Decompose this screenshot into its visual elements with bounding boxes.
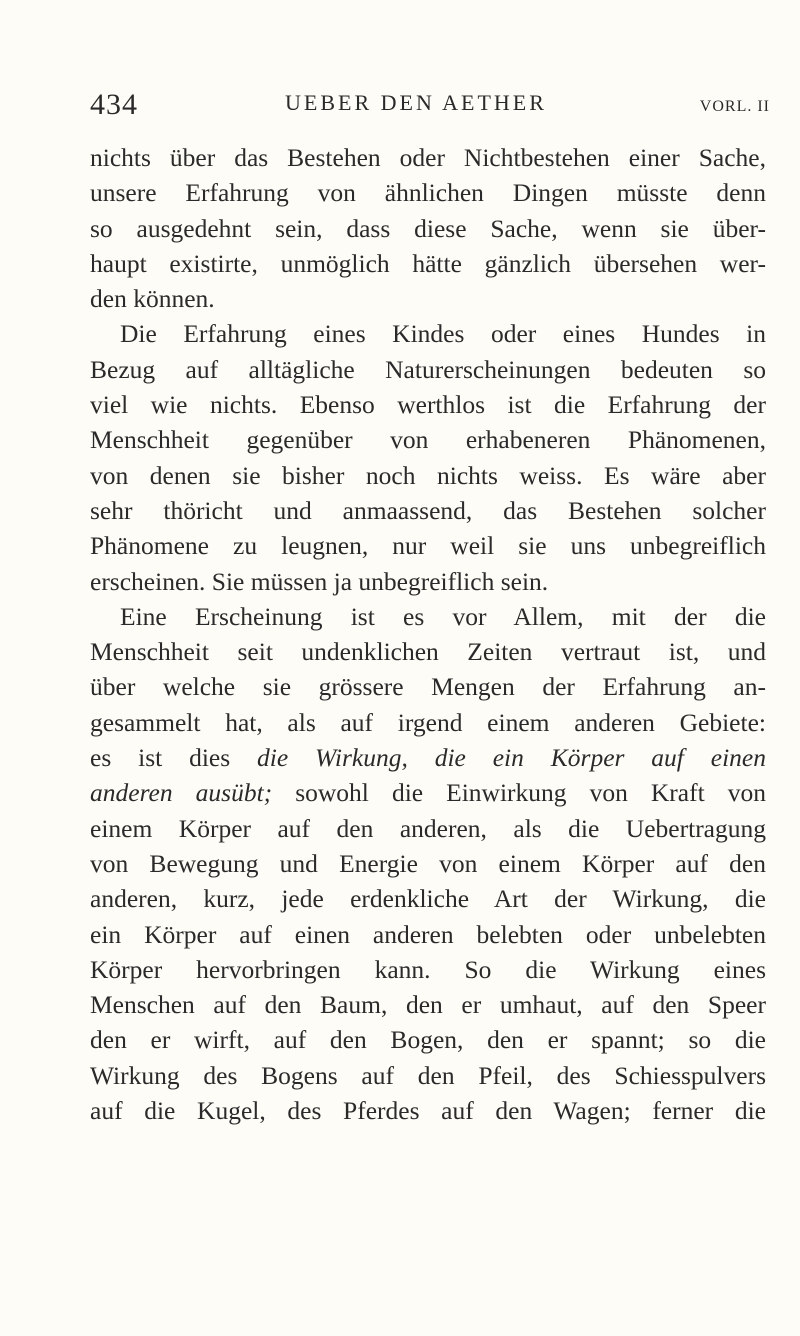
- text-line: Menschheit gegenüber von erhabeneren Phänomenen,: [90, 425, 766, 455]
- text-line: nichts über das Bestehen oder Nichtbestehen einer Sache,: [90, 143, 766, 172]
- text-line: von denen sie bisher noch nichts weiss. Es wäre aber: [90, 460, 766, 490]
- section-label: VORL. II: [699, 98, 770, 115]
- page-header: [90, 88, 770, 132]
- text-line: gesammelt hat, als auf irgend einem anderen Gebiete:: [90, 707, 766, 737]
- page-number: 434: [90, 88, 138, 121]
- text-line: [90, 740, 766, 775]
- text-line: sehr thöricht und anmaassend, das Bestehen solcher: [90, 495, 766, 525]
- running-title: UEBER DEN AETHER: [285, 90, 547, 115]
- text-line: Menschen auf den Baum, den er umhaut, auf den Speer: [90, 990, 766, 1020]
- text-line: [90, 775, 766, 810]
- italic-phrase: die Wirkung, die ein Körper auf einen: [257, 743, 766, 773]
- body-text: [90, 140, 766, 1128]
- paragraph-start: Die Erfahrung eines Kindes oder eines Hundes in: [120, 319, 766, 349]
- text-line: Wirkung des Bogens auf den Pfeil, des Schiesspulvers: [90, 1060, 766, 1090]
- text-line: auf die Kugel, des Pferdes auf den Wagen; ferner die: [90, 1096, 766, 1126]
- text-line: Körper hervorbringen kann. So die Wirkung eines: [90, 954, 766, 984]
- text-line: Bezug auf alltägliche Naturerscheinungen bedeuten so: [90, 354, 766, 384]
- text-line: den können.: [90, 284, 215, 314]
- text-line-plain: es ist dies: [90, 743, 258, 773]
- paragraph-start: Eine Erscheinung ist es vor Allem, mit der die: [120, 601, 766, 631]
- text-line: anderen, kurz, jede erdenkliche Art der Wirkung, die: [90, 884, 766, 914]
- text-line-plain: sowohl die Einwirkung von Kraft von: [272, 778, 766, 808]
- text-line: Menschheit seit undenklichen Zeiten vertraut ist, und: [90, 637, 766, 667]
- text-line: so ausgedehnt sein, dass diese Sache, wenn sie über-: [90, 213, 766, 243]
- text-line: viel wie nichts. Ebenso werthlos ist die Erfahrung der: [90, 390, 766, 420]
- text-line: ein Körper auf einen anderen belebten oder unbelebten: [90, 919, 766, 949]
- italic-phrase: anderen ausübt;: [90, 778, 273, 808]
- text-line: den er wirft, auf den Bogen, den er spannt; so die: [90, 1025, 766, 1055]
- text-line: von Bewegung und Energie von einem Körper auf den: [90, 848, 766, 878]
- text-line: Phänomene zu leugnen, nur weil sie uns unbegreiflich: [90, 531, 766, 561]
- text-line: haupt existirte, unmöglich hätte gänzlich übersehen wer-: [90, 248, 766, 278]
- text-line: unsere Erfahrung von ähnlichen Dingen müsste denn: [90, 178, 766, 208]
- text-line: einem Körper auf den anderen, als die Uebertragung: [90, 813, 766, 843]
- text-line: erscheinen. Sie müssen ja unbegreiflich sein.: [90, 566, 549, 596]
- text-line: über welche sie grössere Mengen der Erfahrung an-: [90, 672, 766, 702]
